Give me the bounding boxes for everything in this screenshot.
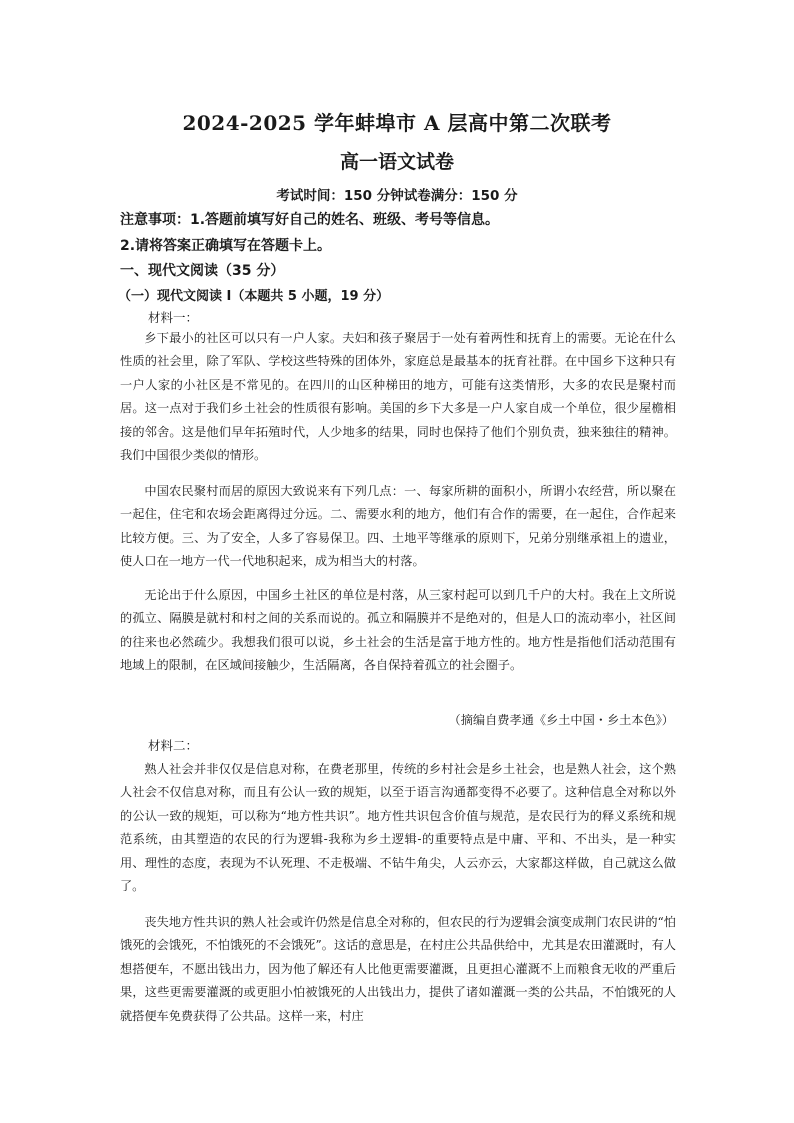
material-1-paragraph-3: 无论出于什么原因，中国乡土社区的单位是村落，从三家村起可以到几千户的大村。我在上文所说的孤立、隔膜是就村和村之间的关系而说的。孤立和隔膜并不是绝对的，但是人口的流动率小，社区间的往来也必然疏少。我想我们很可以说，乡土社会的生活是富于地方性的。地方性是指他们活动范围有地域上的限制，在区域间接触少，生活隔离，各自保持着孤立的社会圈子。 xyxy=(120,588,676,673)
material-1-label: 材料一： xyxy=(148,310,199,325)
section-subtitle: （一）现代文阅读 I（本题共 5 小题，19 分） xyxy=(118,289,390,304)
exam-time-info: 考试时间：150 分钟试卷满分：150 分 xyxy=(276,188,518,204)
material-2-label: 材料二： xyxy=(148,738,199,753)
material-1-paragraph-1: 乡下最小的社区可以只有一户人家。夫妇和孩子聚居于一处有着两性和抚育上的需要。无论在什么性质的社会里，除了军队、学校这些特殊的团体外，家庭总是最基本的抚育社群。在中国乡下这种只有一户人家的小社区是不常见的。在四川的山区种梯田的地方，可能有这类情形，大多的农民是聚村而居。这一点对于我们乡土社会的性质很有影响。美国的乡下大多是一户人家自成一个单位，很少屋檐相接的邻舍。这是他们早年拓殖时代，人少地多的结果，同时也保持了他们个别负责，独来独往的精神。我们中国很少类似的情形。 xyxy=(120,331,676,463)
material-2-paragraph-2: 丧失地方性共识的熟人社会或许仍然是信息全对称的，但农民的行为逻辑会演变成荆门农民讲的“怕饿死的会饿死，不怕饿死的不会饿死”。这话的意思是，在村庄公共品供给中，尤其是农田灌溉时，有人想搭便车，不愿出钱出力，因为他了解还有人比他更需要灌溉，且更担心灌溉不上而粮食无收的严重后果，这些更需要灌溉的或更胆小怕被饿死的人出钱出力，提供了诸如灌溉一类的公共品，不怕饿死的人就搭便车免费获得了公共品。这样一来，村庄 xyxy=(120,915,676,1023)
section-title: 一、现代文阅读（35 分） xyxy=(120,263,285,279)
notice-item-2: 2.请将答案正确填写在答题卡上。 xyxy=(120,238,332,254)
exam-subtitle: 高一语文试卷 xyxy=(339,151,454,173)
material-1-citation: （摘编自费孝通《乡土中国・乡土本色》） xyxy=(448,713,674,727)
notice-item-1: 注意事项：1.答题前填写好自己的姓名、班级、考号等信息。 xyxy=(120,212,500,228)
material-1-paragraph-2: 中国农民聚村而居的原因大致说来有下列几点：一、每家所耕的面积小，所谓小农经营，所以聚在一起住，住宅和农场会距离得过分远。二、需要水利的地方，他们有合作的需要，在一起住，合作起来比较方便。三、为了安全，人多了容易保卫。四、土地平等继承的原则下，兄弟分别继承祖上的遗业，使人口在一地方一代一代地积起来，成为相当大的村落。 xyxy=(120,484,676,569)
material-2-paragraph-1: 熟人社会并非仅仅是信息对称，在费老那里，传统的乡村社会是乡土社会，也是熟人社会，这个熟人社会不仅信息对称，而且有公认一致的规矩，以至于语言沟通都变得不必要了。这种信息全对称以外的公认一致的规矩，可以称为“地方性共识”。地方性共识包含价值与规范，是农民行为的释义系统和规范系统，由其塑造的农民的行为逻辑-我称为乡土逻辑-的重要特点是中庸、平和、不出头，是一种实用、理性的态度，表现为不认死理、不走极端、不钻牛角尖，人云亦云，大家都这样做，自己就这么做了。 xyxy=(120,762,676,894)
exam-title: 2024-2025 学年蚌埠市 A 层高中第二次联考 xyxy=(182,111,612,135)
